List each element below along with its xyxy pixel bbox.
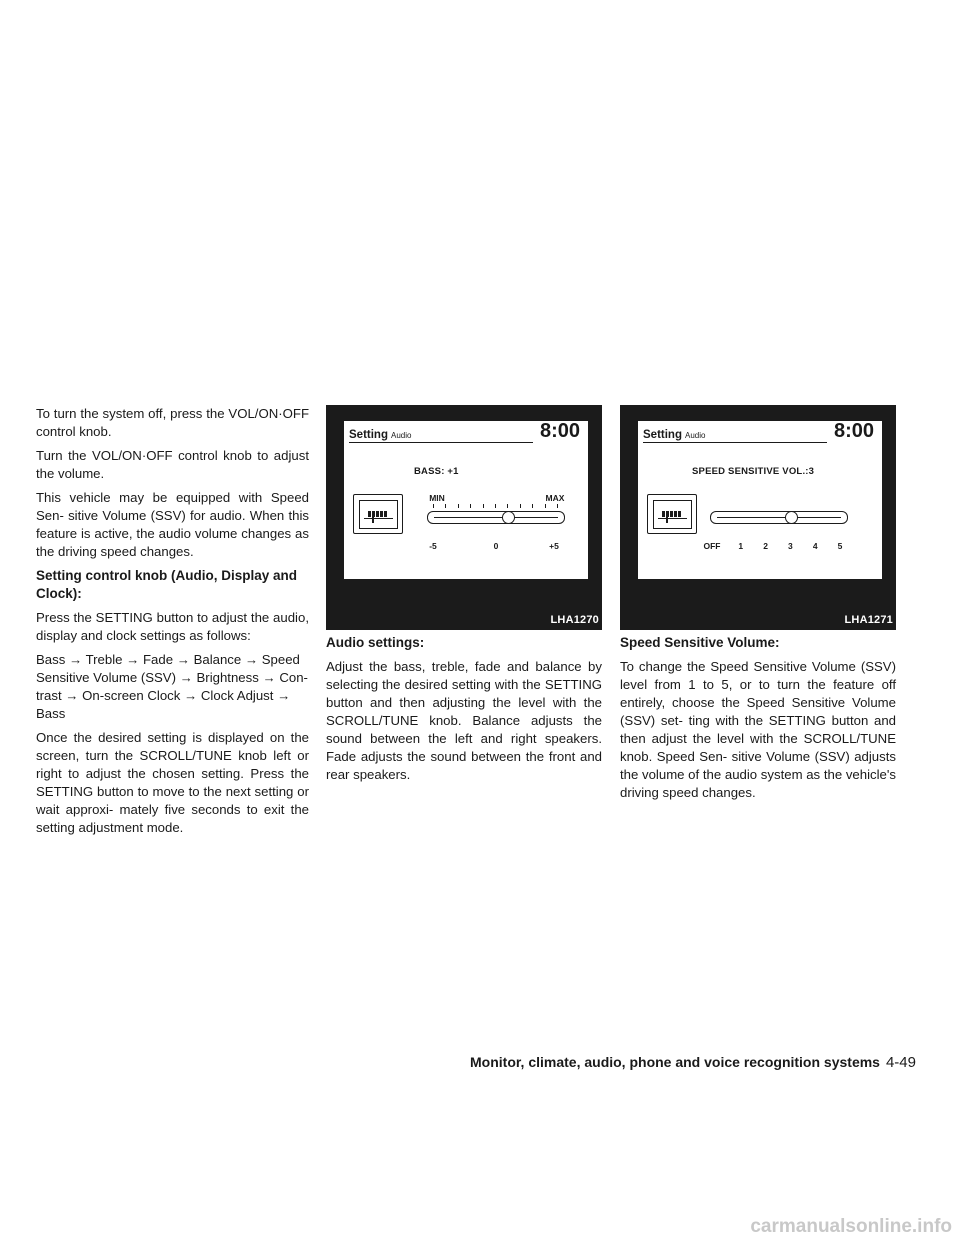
bass-scale-tick — [470, 504, 471, 508]
ssv-slider — [710, 511, 848, 524]
bass-value-label: BASS: +1 — [414, 466, 459, 477]
bass-scale-tick — [483, 504, 484, 508]
paragraph-ssv-intro: This vehicle may be equipped with Speed Sen- sitive Volume (SSV) for audio. When this feature is active, the audio volume changes as the driving speed changes. — [36, 490, 309, 559]
max-label: MAX — [545, 493, 565, 503]
ssv-scale-label: 4 — [812, 541, 818, 551]
heading-setting-knob: Setting control knob (Audio, Display and Clock): — [36, 568, 298, 601]
ssv-slider-thumb — [785, 511, 798, 524]
ssv-scale-label: 1 — [738, 541, 744, 551]
figure-id: LHA1270 — [550, 614, 599, 626]
bass-setting-figure — [326, 405, 602, 630]
bass-scale-tick — [458, 504, 459, 508]
right-column — [620, 405, 896, 808]
watermark-logo: carmanualsonline.info — [750, 1216, 952, 1237]
bass-slider-thumb — [502, 511, 515, 524]
bass-scale-tick — [557, 504, 558, 508]
bass-scale-tick — [507, 504, 508, 508]
scale-label-zero: 0 — [493, 541, 499, 551]
screen-clock: 8:00 — [539, 420, 580, 442]
paragraph-adjust-setting: Once the desired setting is displayed on the screen, turn the SCROLL/TUNE knob left or right to adjust the chosen setting. Press the SETTING button to move to the next setting or wait approxi- mately five seconds to exit the setting adjustment mode. — [36, 730, 309, 835]
page-number: 4-49 — [885, 1054, 916, 1071]
bass-scale-tick — [445, 504, 446, 508]
ssv-scale-label: OFF — [703, 541, 721, 551]
screen-subtitle: Audio — [390, 431, 412, 440]
paragraph-ssv: To change the Speed Sensitive Volume (SSV) level from 1 to 5, or to turn the feature off entirely, choose the Speed Sensitive Volume (SSV) set- ting with the SETTING button and then adjust the level with the SCROLL/TUNE knob. Speed Sen- sitive Volume (SSV) adjusts the volume of the audio system as the vehicle's driving speed changes. — [620, 659, 896, 800]
ssv-value-label: SPEED SENSITIVE VOL.:3 — [692, 466, 815, 477]
knob-icon — [647, 494, 697, 534]
knob-icon — [353, 494, 403, 534]
heading-ssv: Speed Sensitive Volume: — [620, 635, 780, 650]
display-screen — [637, 420, 883, 580]
paragraph-press-setting: Press the SETTING button to adjust the audio, display and clock settings as follows: — [36, 610, 309, 643]
bass-scale-tick — [532, 504, 533, 508]
page-footer — [0, 1054, 916, 1071]
screen-title: Setting — [643, 429, 682, 441]
ssv-scale-label: 5 — [837, 541, 843, 551]
ssv-scale-label: 3 — [788, 541, 793, 551]
bass-slider — [427, 511, 565, 524]
paragraph-audio-settings: Adjust the bass, treble, fade and balance by selecting the desired setting with the SETTING button and then adjusting the level with the SCROLL/TUNE knob. Balance adjusts the sound between the left and right speakers. Fade adjusts the sound between the front and rear speakers. — [326, 659, 602, 782]
screen-clock: 8:00 — [833, 420, 874, 442]
heading-audio-settings: Audio settings: — [326, 635, 425, 650]
display-screen — [343, 420, 589, 580]
title-divider — [349, 442, 533, 443]
middle-column — [326, 405, 602, 790]
screen-title: Setting — [349, 429, 388, 441]
figure-id: LHA1271 — [844, 614, 893, 626]
ssv-scale-label: 2 — [763, 541, 768, 551]
ssv-setting-figure — [620, 405, 896, 630]
bass-scale-tick — [545, 504, 546, 508]
bass-scale-tick — [495, 504, 496, 508]
bass-scale-tick — [433, 504, 434, 508]
scale-label-min: -5 — [429, 541, 437, 551]
paragraph-turn-off: To turn the system off, press the VOL/ON·OFF control knob. — [36, 406, 309, 439]
bass-scale-tick — [520, 504, 521, 508]
screen-subtitle: Audio — [684, 431, 706, 440]
left-column — [36, 405, 309, 843]
paragraph-setting-sequence: Bass → Treble → Fade → Balance → Speed Sensitive Volume (SSV) → Brightness → Con- trast → On-screen Clock → Clock Adjust → Bass — [36, 652, 308, 721]
paragraph-adjust-volume: Turn the VOL/ON·OFF control knob to adjust the volume. — [36, 448, 309, 481]
section-title: Monitor, climate, audio, phone and voice recognition systems — [470, 1054, 880, 1070]
title-divider — [643, 442, 827, 443]
min-label: MIN — [429, 493, 445, 503]
scale-label-max: +5 — [549, 541, 559, 551]
